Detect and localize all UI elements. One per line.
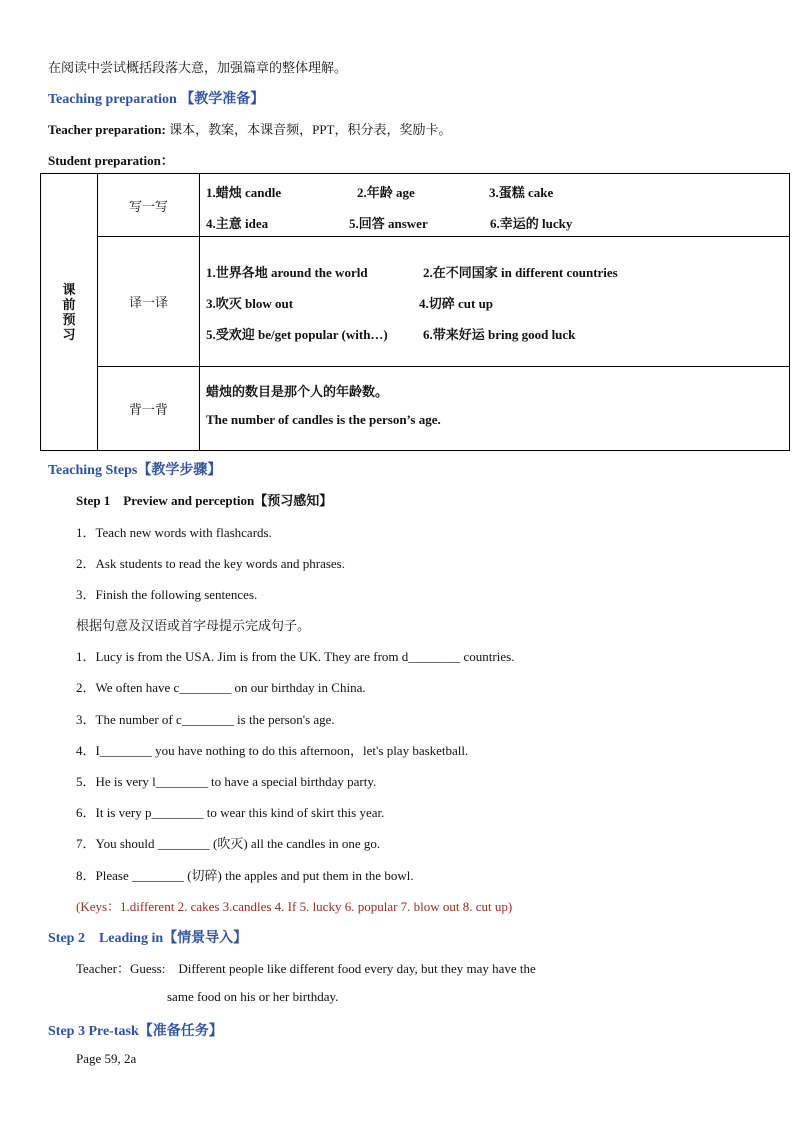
list-item: 5．He is very l________ to have a special birthday party.	[76, 774, 377, 789]
step2-line1: Teacher：Guess: Different people like different food every day, but they may have the	[76, 961, 536, 976]
list-item: 4.主意 idea	[206, 216, 269, 231]
list-item: 6.幸运的 lucky	[490, 216, 573, 231]
side-char: 课	[62, 282, 76, 297]
list-item: 2.在不同国家 in different countries	[423, 265, 618, 280]
table-row	[41, 237, 790, 367]
list-item: 1．Teach new words with flashcards.	[76, 525, 272, 540]
instruction-line: 根据句意及汉语或首字母提示完成句子。	[76, 618, 311, 633]
list-item: 1.世界各地 around the world	[206, 265, 368, 280]
list-item: 7．You should ________ (吹灭) all the candles in one go.	[76, 836, 381, 851]
answer-keys: (Keys：1.different 2. cakes 3.candles 4. If 5. lucky 6. popular 7. blow out 8. cut up)	[76, 899, 513, 914]
table-row	[41, 367, 790, 451]
list-item: 6．It is very p________ to wear this kind of skirt this year.	[76, 805, 385, 820]
list-item: 4．I________ you have nothing to do this afternoon，let's play basketball.	[76, 743, 469, 758]
teacher-preparation-label: Teacher preparation:	[48, 122, 166, 137]
row-label-recite: 背一背	[98, 367, 200, 451]
teaching-preparation-heading: Teaching preparation 【教学准备】	[48, 92, 265, 107]
teacher-preparation-text: 课本，教案，本课音频，PPT，积分表，奖励卡。	[169, 122, 452, 137]
list-item: The number of candles is the person’s age.	[206, 412, 441, 427]
table-row	[41, 174, 790, 237]
step1-title: Step 1 Preview and perception【预习感知】	[76, 493, 333, 508]
preview-side-label	[41, 174, 98, 451]
list-item: 8．Please ________ (切碎) the apples and put them in the bowl.	[76, 868, 414, 883]
step2-title: Step 2 Leading in【情景导入】	[48, 931, 248, 946]
list-item: 1．Lucy is from the USA. Jim is from the UK. They are from d________ countries.	[76, 649, 515, 664]
row-label-write: 写一写	[98, 174, 200, 237]
list-item: 2．Ask students to read the key words and phrases.	[76, 556, 345, 571]
teacher-preparation	[48, 119, 452, 138]
side-char: 习	[62, 327, 76, 342]
list-item: 蜡烛的数目是那个人的年龄数。	[206, 384, 389, 399]
list-item: 1.蜡烛 candle	[206, 185, 282, 200]
step3-line: Page 59, 2a	[76, 1051, 137, 1066]
list-item: 2.年龄 age	[357, 185, 415, 200]
teaching-steps-heading: Teaching Steps【教学步骤】	[48, 463, 222, 478]
list-item: 6.带来好运 bring good luck	[423, 327, 576, 342]
student-preparation-label: Student preparation：	[48, 153, 174, 168]
step2-line2: same food on his or her birthday.	[167, 989, 339, 1004]
side-char: 前	[62, 297, 76, 312]
list-item: 3．The number of c________ is the person's age.	[76, 712, 335, 727]
recite-cell	[200, 367, 790, 451]
side-char: 预	[62, 312, 76, 327]
preview-table	[40, 173, 790, 451]
step3-title: Step 3 Pre-task【准备任务】	[48, 1024, 223, 1039]
list-item: 3．Finish the following sentences.	[76, 587, 258, 602]
list-item: 3.蛋糕 cake	[489, 185, 554, 200]
row-label-translate: 译一译	[98, 237, 200, 367]
translate-cell	[200, 237, 790, 367]
list-item: 2．We often have c________ on our birthday in China.	[76, 680, 366, 695]
intro-line: 在阅读中尝试概括段落大意，加强篇章的整体理解。	[48, 60, 348, 75]
list-item: 5.回答 answer	[349, 216, 428, 231]
list-item: 3.吹灭 blow out	[206, 296, 294, 311]
write-cell	[200, 174, 790, 237]
list-item: 5.受欢迎 be/get popular (with…)	[206, 327, 388, 342]
list-item: 4.切碎 cut up	[419, 296, 494, 311]
